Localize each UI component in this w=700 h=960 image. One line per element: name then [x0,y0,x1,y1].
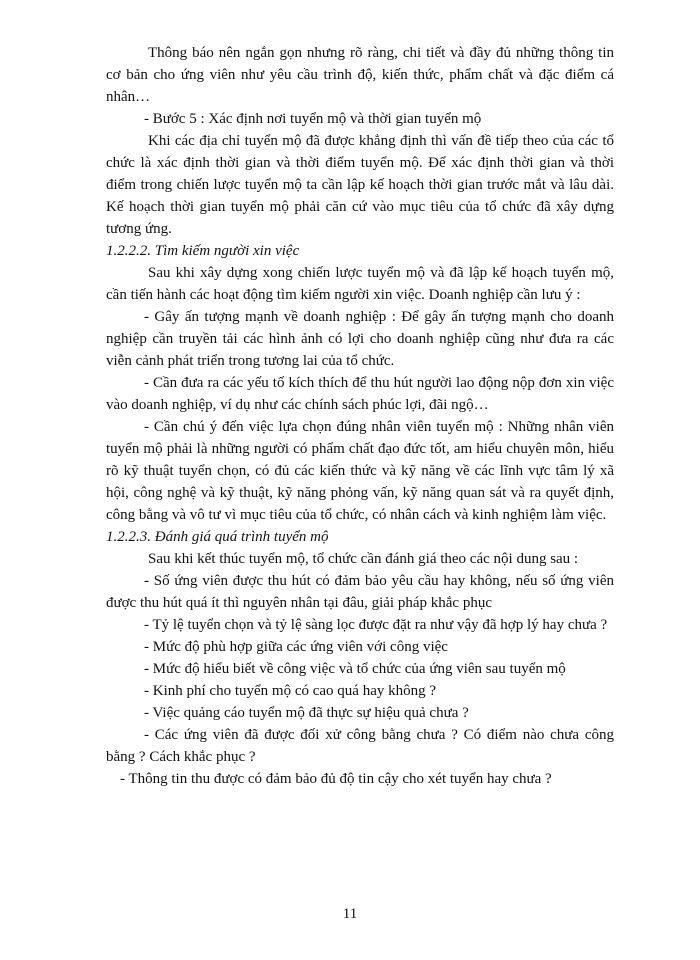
paragraph-timing: Khi các địa chỉ tuyển mộ đã được khẳng định thì vấn đề tiếp theo của các tổ chức là xác định thời gian và thời điểm tuyển mộ. Để xác định thời gian và thời điểm trong chiến lược tuyển mộ ta cần lập kế hoạch thời gian trước mắt và lâu dài. Kế hoạch thời gian tuyển mộ phải căn cứ vào mục tiêu của tổ chức đã xây dựng tương ứng. [106,133,614,237]
list-item-impression: - Gây ấn tượng mạnh về doanh nghiệp : Để gây ấn tượng mạnh cho doanh nghiệp cần truyền tải các hình ảnh có lợi cho doanh nghiệp cũng như đưa ra các viễn cảnh phát triển trong tương lai của tổ chức. [106,309,614,369]
list-item-reliability: - Thông tin thu được có đảm bảo đủ độ tin cậy cho xét tuyển hay chưa ? [120,771,552,787]
step-5-item: - Bước 5 : Xác định nơi tuyển mộ và thời gian tuyển mộ [144,111,482,127]
section-heading-1-2-2-3: 1.2.2.3. Đánh giá quá trình tuyển mộ [106,529,329,545]
list-item-understanding: - Mức độ hiểu biết về công việc và tổ chức của ứng viên sau tuyển mộ [144,661,566,677]
paragraph-evaluation-intro: Sau khi kết thúc tuyển mộ, tổ chức cần đánh giá theo các nội dung sau : [148,551,579,567]
list-item-selection-ratio: - Tỷ lệ tuyển chọn và tỷ lệ sàng lọc được đặt ra như vậy đã hợp lý hay chưa ? [144,617,608,633]
section-heading-1-2-2-2: 1.2.2.2. Tìm kiếm người xin việc [106,243,300,259]
list-item-recruiters: - Cần chú ý đến việc lựa chọn đúng nhân viên tuyển mộ : Những nhân viên tuyển mộ phải là những người có phẩm chất đạo đức tốt, am hiểu chuyên môn, hiểu rõ kỹ thuật tuyển chọn, có đủ các kiến thức và kỹ năng về các lĩnh vực tâm lý xã hội, công nghệ và kỹ thuật, kỹ năng phỏng vấn, kỹ năng quan sát và ra quyết định, công bằng và vô tư vì mục tiêu của tổ chức, có nhân cách và kinh nghiệm làm việc. [106,419,614,523]
list-item-applicant-count: - Số ứng viên được thu hút có đảm bảo yêu cầu hay không, nếu số ứng viên được thu hút quá ít thì nguyên nhân tại đâu, giải pháp khắc phục [106,573,614,611]
list-item-incentives: - Cần đưa ra các yếu tố kích thích để thu hút người lao động nộp đơn xin việc vào doanh nghiệp, ví dụ như các chính sách phúc lợi, đãi ngộ… [106,375,614,413]
document-body [106,42,614,790]
list-item-cost: - Kinh phí cho tuyển mộ có cao quá hay không ? [144,683,437,699]
list-item-advertising: - Việc quảng cáo tuyển mộ đã thực sự hiệu quả chưa ? [144,705,469,721]
list-item-fairness: - Các ứng viên đã được đối xử công bằng chưa ? Có điểm nào chưa công bằng ? Cách khắc phục ? [106,727,614,765]
list-item-fit: - Mức độ phù hợp giữa các ứng viên với công việc [144,639,448,655]
paragraph-search-intro: Sau khi xây dựng xong chiến lược tuyển mộ và đã lập kế hoạch tuyển mộ, cần tiến hành các hoạt động tìm kiếm người xin việc. Doanh nghiệp cần lưu ý : [106,265,614,303]
page-number: 11 [342,906,358,922]
paragraph-intro: Thông báo nên ngắn gọn nhưng rõ ràng, chi tiết và đầy đủ những thông tin cơ bản cho ứng viên như yêu cầu trình độ, kiến thức, phẩm chất và đặc điểm cá nhân… [106,45,614,105]
